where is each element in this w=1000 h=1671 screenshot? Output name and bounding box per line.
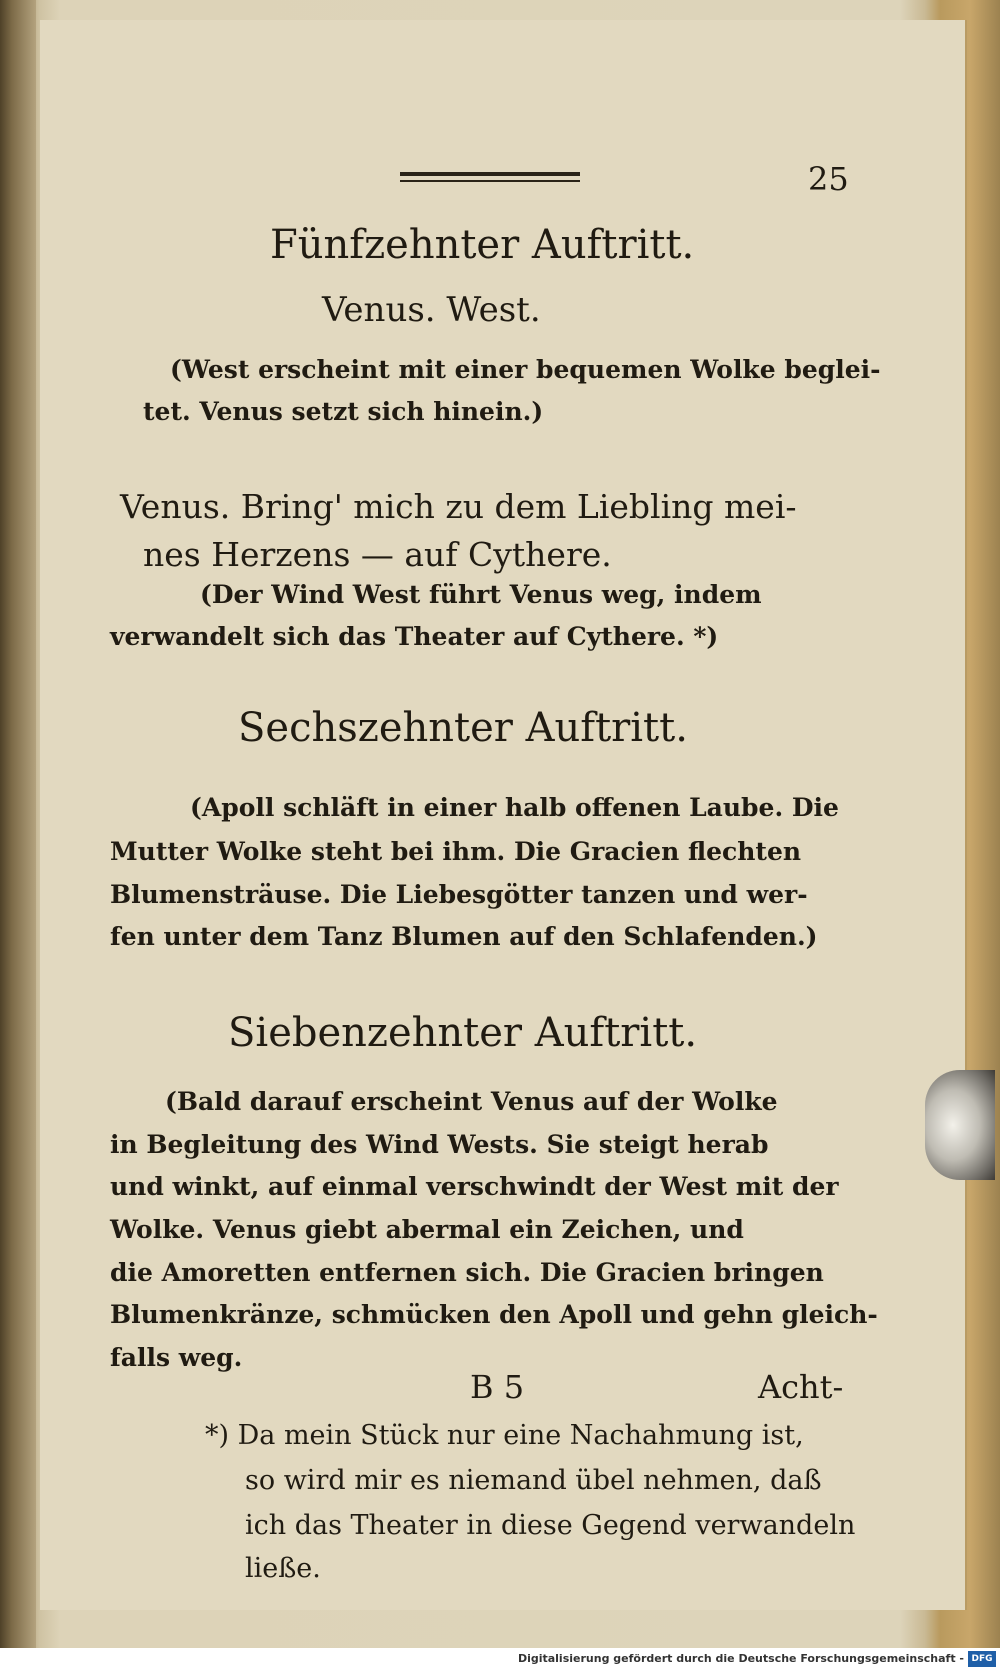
stage-direction-17-line-7: falls weg. bbox=[110, 1343, 243, 1372]
signature-mark: B 5 bbox=[470, 1368, 525, 1406]
footnote-line-3: ich das Theater in diese Gegend verwandeln bbox=[245, 1510, 856, 1541]
dfg-logo: DFG bbox=[968, 1651, 996, 1667]
stage-direction-17-line-3: und winkt, auf einmal verschwindt der West mit der bbox=[110, 1172, 839, 1201]
stage-direction-15-line-2: tet. Venus setzt sich hinein.) bbox=[143, 397, 544, 426]
footnote-line-1: *) Da mein Stück nur eine Nachahmung ist, bbox=[205, 1420, 804, 1451]
catchword: Acht- bbox=[758, 1368, 844, 1406]
footer-bar bbox=[0, 1648, 1000, 1671]
scene-characters-15: Venus. West. bbox=[322, 290, 541, 330]
stage-direction-17-line-1: (Bald darauf erscheint Venus auf der Wolke bbox=[165, 1087, 778, 1116]
speech-line-1: Venus. Bring' mich zu dem Liebling mei- bbox=[120, 487, 797, 526]
scene-heading-16: Sechszehnter Auftritt. bbox=[238, 705, 688, 751]
page-number: 25 bbox=[808, 160, 849, 198]
stage-direction-16-line-3: Blumensträuse. Die Liebesgötter tanzen und wer- bbox=[110, 880, 808, 909]
stage-direction-16-line-2: Mutter Wolke steht bei ihm. Die Gracien flechten bbox=[110, 837, 802, 866]
scene-heading-15: Fünfzehnter Auftritt. bbox=[270, 222, 695, 268]
stage-direction-17-line-4: Wolke. Venus giebt abermal ein Zeichen, und bbox=[110, 1215, 744, 1244]
header-rule bbox=[400, 172, 580, 182]
footnote-line-2: so wird mir es niemand übel nehmen, daß bbox=[245, 1465, 822, 1496]
footnote-line-4: ließe. bbox=[245, 1553, 321, 1584]
stage-direction-16-line-4: fen unter dem Tanz Blumen auf den Schlafenden.) bbox=[110, 922, 818, 951]
stage-direction-17-line-5: die Amoretten entfernen sich. Die Gracien bringen bbox=[110, 1258, 824, 1287]
scene-heading-17: Siebenzehnter Auftritt. bbox=[228, 1010, 698, 1056]
stage-direction-15-line-1: (West erscheint mit einer bequemen Wolke beglei- bbox=[170, 355, 881, 384]
page-clip bbox=[925, 1070, 995, 1180]
speech-line-2: nes Herzens — auf Cythere. bbox=[143, 535, 612, 574]
left-page-edge bbox=[0, 0, 36, 1648]
stage-direction-15b-line-1: (Der Wind West führt Venus weg, indem bbox=[200, 580, 762, 609]
stage-direction-17-line-2: in Begleitung des Wind Wests. Sie steigt herab bbox=[110, 1130, 769, 1159]
footer-credit: Digitalisierung gefördert durch die Deutsche Forschungsgemeinschaft - bbox=[517, 1652, 964, 1665]
stage-direction-17-line-6: Blumenkränze, schmücken den Apoll und gehn gleich- bbox=[110, 1300, 878, 1329]
stage-direction-15b-line-2: verwandelt sich das Theater auf Cythere. *) bbox=[110, 622, 719, 651]
stage-direction-16-line-1: (Apoll schläft in einer halb offenen Laube. Die bbox=[190, 793, 839, 822]
